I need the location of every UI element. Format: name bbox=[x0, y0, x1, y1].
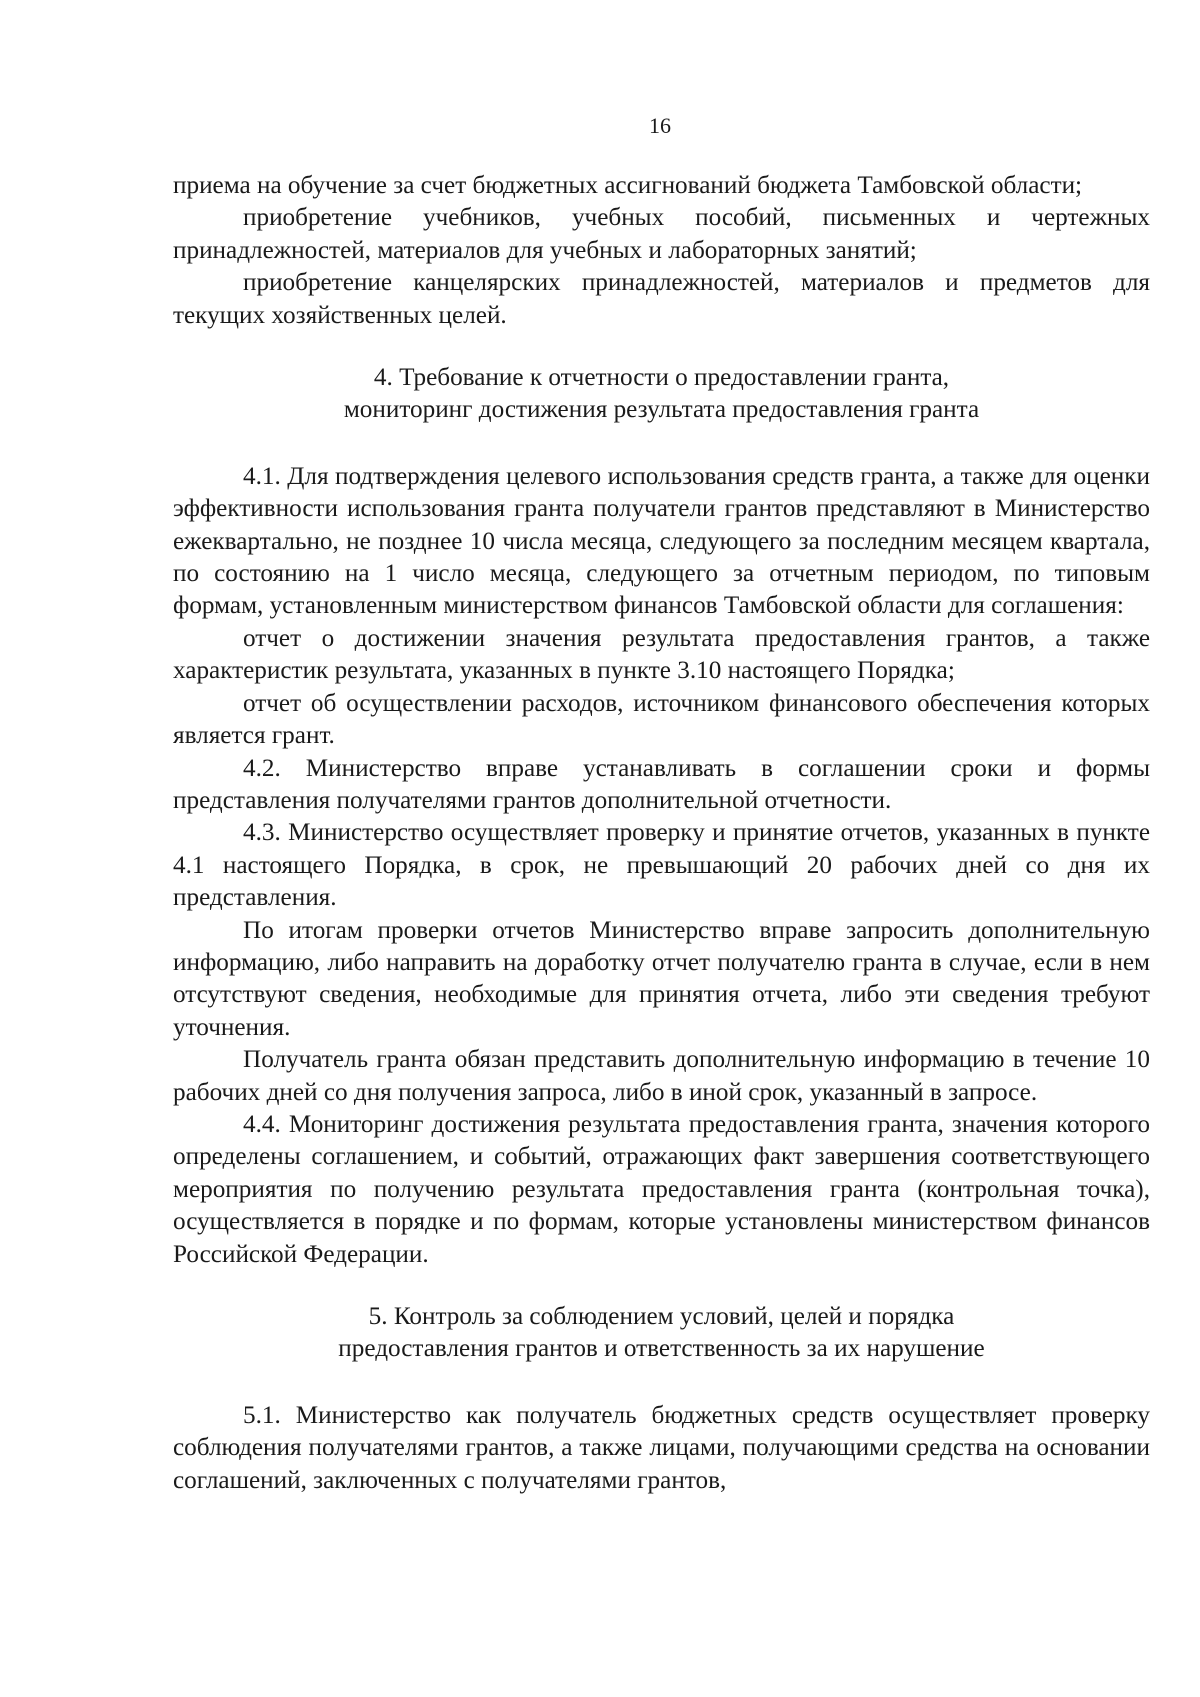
paragraph-4-1: 4.1. Для подтверждения целевого использования средств гранта, а также для оценки эффективности использования гранта получатели грантов представляют в Министерство ежеквартально, не позднее 10 числа месяца, следующего за последним месяцем квартала, по состоянию на 1 число месяца, следующего за отчетным периодом, по типовым формам, установленным министерством финансов Тамбовской области для соглашения: bbox=[173, 462, 1150, 620]
section-5-title-line-1: 5. Контроль за соблюдением условий, целей и порядка bbox=[368, 1303, 955, 1330]
paragraph-stationery: приобретение канцелярских принадлежностей, материалов и предметов для текущих хозяйственных целей. bbox=[173, 269, 1150, 329]
paragraph-4-4: 4.4. Мониторинг достижения результата предоставления гранта, значения которого определены соглашением, и событий, отражающих факт завершения соответствующего мероприятия по получению результата предоставления гранта (контрольная точка), осуществляется в порядке и по формам, которые установлены министерством финансов Российской Федерации. bbox=[173, 1110, 1150, 1268]
document-body bbox=[173, 170, 1150, 1497]
paragraph-4-1-report-results: отчет о достижении значения результата предоставления грантов, а также характеристик результата, указанных в пункте 3.10 настоящего Порядка; bbox=[173, 624, 1150, 685]
paragraph-4-1-report-expenses: отчет об осуществлении расходов, источником финансового обеспечения которых является грант. bbox=[173, 689, 1150, 750]
section-4-title-line-1: 4. Требование к отчетности о предоставлении гранта, bbox=[373, 364, 950, 392]
section-4-title-line-2: мониторинг достижения результата предоставления гранта bbox=[343, 396, 980, 424]
paragraph-5-1: 5.1. Министерство как получатель бюджетных средств осуществляет проверку соблюдения получателями грантов, а также лицами, получающими средства на основании соглашений, заключенных с получателями грантов, bbox=[173, 1401, 1150, 1494]
section-5-heading bbox=[173, 1301, 1150, 1366]
section-5-body bbox=[173, 1400, 1150, 1497]
paragraph-4-3-additional-info: Получатель гранта обязан представить дополнительную информацию в течение 10 рабочих дней со дня получения запроса, либо в иной срок, указанный в запросе. bbox=[173, 1046, 1150, 1106]
section-4-body bbox=[173, 461, 1150, 1271]
section-4-heading bbox=[173, 362, 1150, 427]
page-number: 16 bbox=[649, 113, 671, 138]
paragraph-continuation: приема на обучение за счет бюджетных ассигнований бюджета Тамбовской области; bbox=[173, 172, 1083, 199]
paragraph-4-3-review: По итогам проверки отчетов Министерство вправе запросить дополнительную информацию, либо направить на доработку отчет получателю гранта в случае, если в нем отсутствуют сведения, необходимые для принятия отчета, либо эти сведения требуют уточнения. bbox=[173, 916, 1150, 1041]
paragraph-4-3: 4.3. Министерство осуществляет проверку и принятие отчетов, указанных в пункте 4.1 настоящего Порядка, в срок, не превышающий 20 рабочих дней со дня их представления. bbox=[173, 819, 1150, 912]
paragraph-textbooks: приобретение учебников, учебных пособий, письменных и чертежных принадлежностей, материалов для учебных и лабораторных занятий; bbox=[173, 204, 1150, 264]
section-5-title-line-2: предоставления грантов и ответственность за их нарушение bbox=[338, 1335, 985, 1363]
paragraph-4-2: 4.2. Министерство вправе устанавливать в соглашении сроки и формы представления получателями грантов дополнительной отчетности. bbox=[173, 754, 1150, 814]
